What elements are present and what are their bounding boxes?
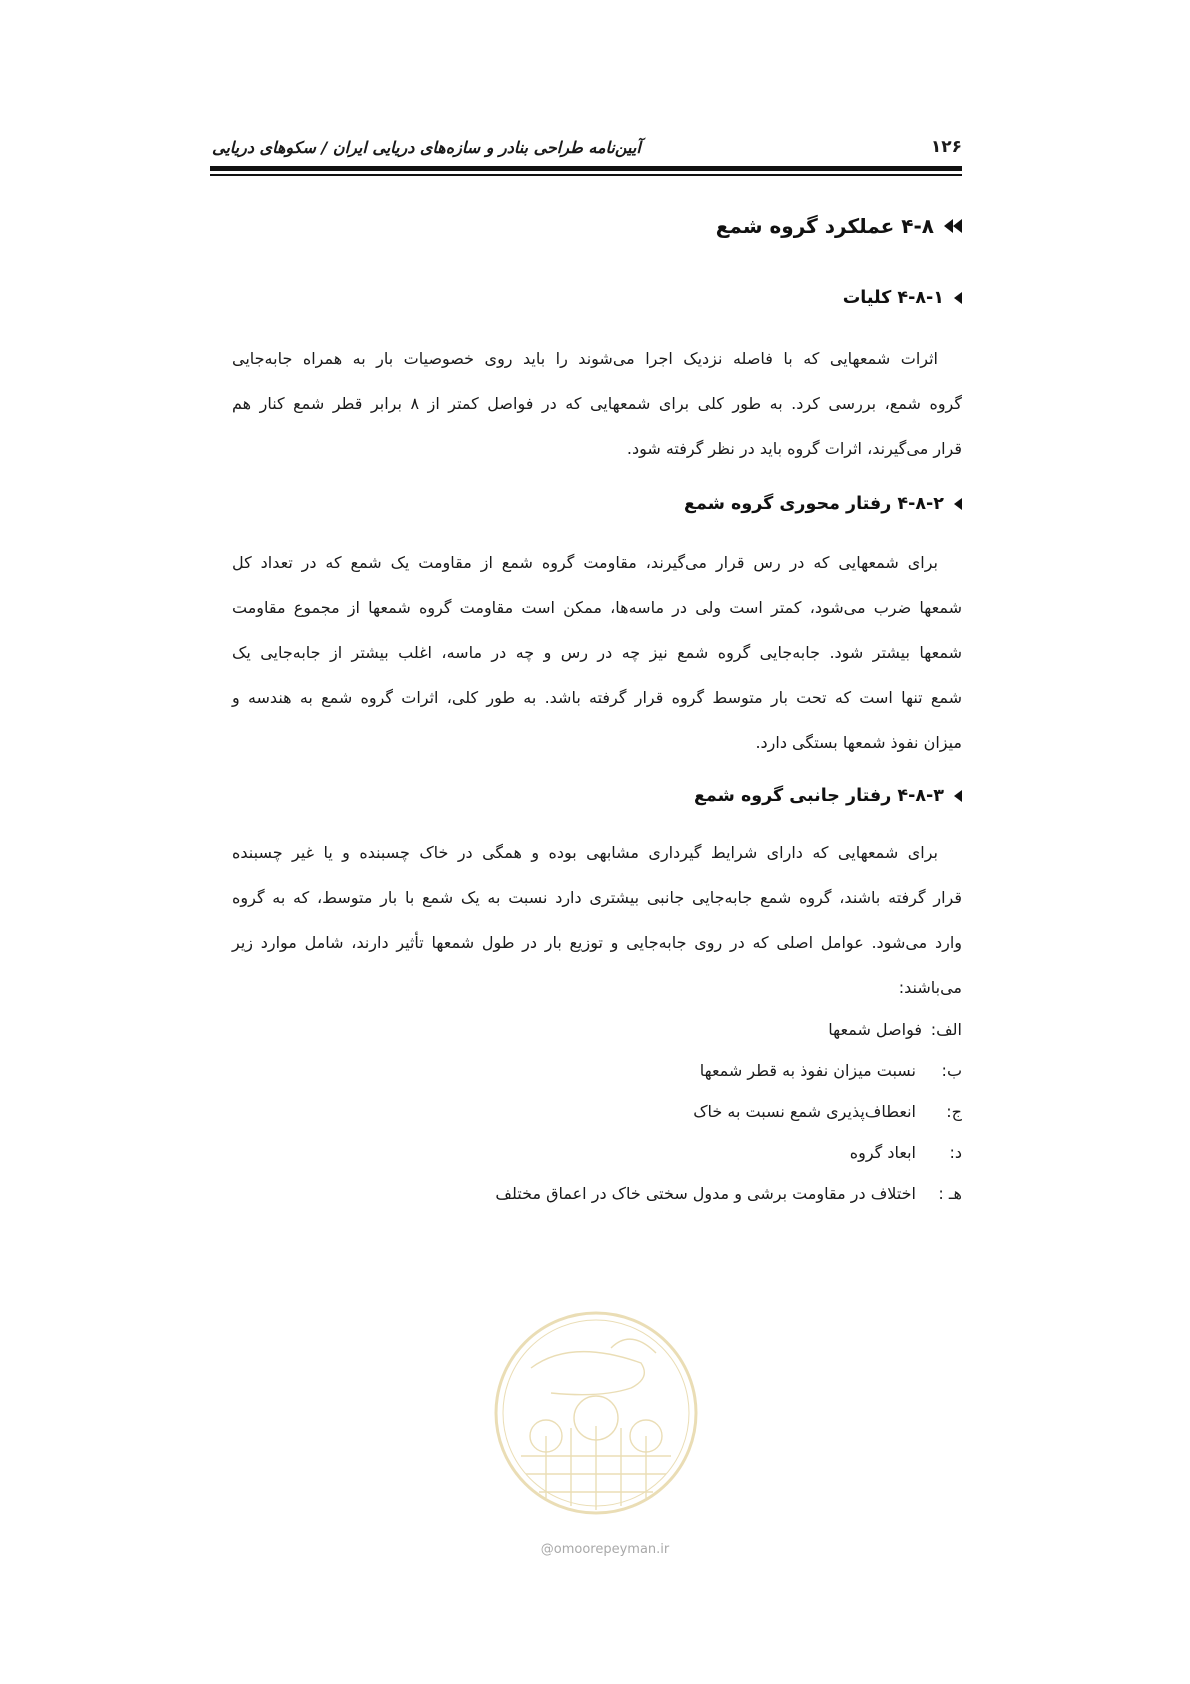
running-title: آیین‌نامه طراحی بنادر و سازه‌های دریایی ایران / سکوهای دریایی bbox=[212, 137, 641, 157]
paragraph-line: اثرات شمعهایی که با فاصله نزدیک اجرا می‌شوند را باید روی خصوصیات بار به همراه جابه‌جایی bbox=[232, 349, 938, 368]
list-item bbox=[362, 1091, 962, 1132]
paragraph-line: برای شمعهایی که در رس قرار می‌گیرند، مقاومت گروه شمع از مقاومت یک شمع که در تعداد کل bbox=[232, 553, 938, 572]
triangle-bullet-icon bbox=[954, 498, 962, 510]
paragraph-line: وارد می‌شود. عوامل اصلی که در روی جابه‌جایی و توزیع بار در طول شمعها تأثیر دارند، شامل موارد زیر bbox=[232, 933, 962, 952]
list-item-text: انعطاف‌پذیری شمع نسبت به خاک bbox=[693, 1102, 916, 1121]
list-marker: ب: bbox=[941, 1061, 962, 1080]
paragraph-line: قرار می‌گیرند، اثرات گروه باید در نظر گرفته شود. bbox=[626, 439, 962, 458]
factor-list bbox=[362, 1009, 962, 1214]
list-marker: ج: bbox=[946, 1102, 962, 1121]
list-item-text: ابعاد گروه bbox=[849, 1143, 916, 1162]
list-item bbox=[362, 1009, 962, 1050]
subsection-heading-lateral bbox=[694, 786, 962, 806]
subsection-heading-axial bbox=[684, 494, 962, 514]
triangle-bullet-icon bbox=[954, 292, 962, 304]
subsection-heading-text: ۴-۸-۳ رفتار جانبی گروه شمع bbox=[693, 786, 944, 806]
running-header bbox=[212, 132, 962, 162]
paragraph-line: می‌باشند: bbox=[898, 978, 962, 997]
subsection-heading-text: ۴-۸-۱ کلیات bbox=[842, 288, 944, 308]
double-triangle-icon bbox=[944, 219, 962, 233]
list-marker: د: bbox=[949, 1143, 962, 1162]
list-item-text: اختلاف در مقاومت برشی و مدول سختی خاک در اعماق مختلف bbox=[495, 1184, 916, 1203]
paragraph-axial bbox=[232, 540, 962, 765]
list-item-text: نسبت میزان نفوذ به قطر شمعها bbox=[699, 1061, 916, 1080]
subsection-heading-text: ۴-۸-۲ رفتار محوری گروه شمع bbox=[684, 494, 944, 514]
list-item bbox=[362, 1173, 962, 1214]
page-number: ۱۲۶ bbox=[930, 137, 962, 157]
at-sign-icon: @ bbox=[540, 1542, 554, 1557]
list-item-text: فواصل شمعها bbox=[828, 1020, 922, 1039]
paragraph-line: گروه شمع، بررسی کرد. به طور کلی برای شمعهایی که در فواصل کمتر از ۸ برابر قطر شمع کنار هم bbox=[232, 394, 963, 413]
paragraph-line: شمع تنها است که تحت بار متوسط گروه قرار گرفته باشد. به طور کلی، اثرات گروه شمع به هندسه و bbox=[232, 688, 962, 707]
paragraph-line: میزان نفوذ شمعها بستگی دارد. bbox=[755, 733, 962, 752]
triangle-bullet-icon bbox=[954, 790, 962, 802]
paragraph-lateral bbox=[232, 830, 962, 1010]
list-marker: الف: bbox=[930, 1020, 962, 1039]
section-heading-main bbox=[716, 214, 962, 238]
list-item bbox=[362, 1050, 962, 1091]
paragraph-line: شمعها ضرب می‌شود، کمتر است ولی در ماسه‌ها، ممکن است مقاومت گروه شمعها از مجموع مقاومت bbox=[232, 598, 962, 617]
header-rule-thin bbox=[210, 174, 962, 176]
subsection-heading-general bbox=[843, 288, 962, 308]
list-item bbox=[362, 1132, 962, 1173]
watermark-site-text: omoorepeyman.ir bbox=[553, 1542, 670, 1557]
paragraph-line: قرار گرفته باشند، گروه شمع جابه‌جایی جانبی بیشتری دارد نسبت به یک شمع با بار متوسط، که به گروه bbox=[232, 888, 962, 907]
paragraph-line: برای شمعهایی که دارای شرایط گیرداری مشابهی بوده و همگی در خاک چسبنده و یا غیر چسبنده bbox=[232, 843, 938, 862]
watermark-site bbox=[500, 1542, 710, 1557]
watermark-logo bbox=[491, 1308, 701, 1518]
header-rule-thick bbox=[210, 166, 962, 171]
list-marker: هـ : bbox=[938, 1184, 962, 1203]
main-heading-text: ۴-۸ عملکرد گروه شمع bbox=[715, 214, 934, 238]
paragraph-general bbox=[232, 336, 962, 471]
paragraph-line: شمعها بیشتر شود. جابه‌جایی گروه شمع نیز چه در رس و چه در ماسه، اغلب بیشتر از جابه‌جایی یک bbox=[232, 643, 962, 662]
